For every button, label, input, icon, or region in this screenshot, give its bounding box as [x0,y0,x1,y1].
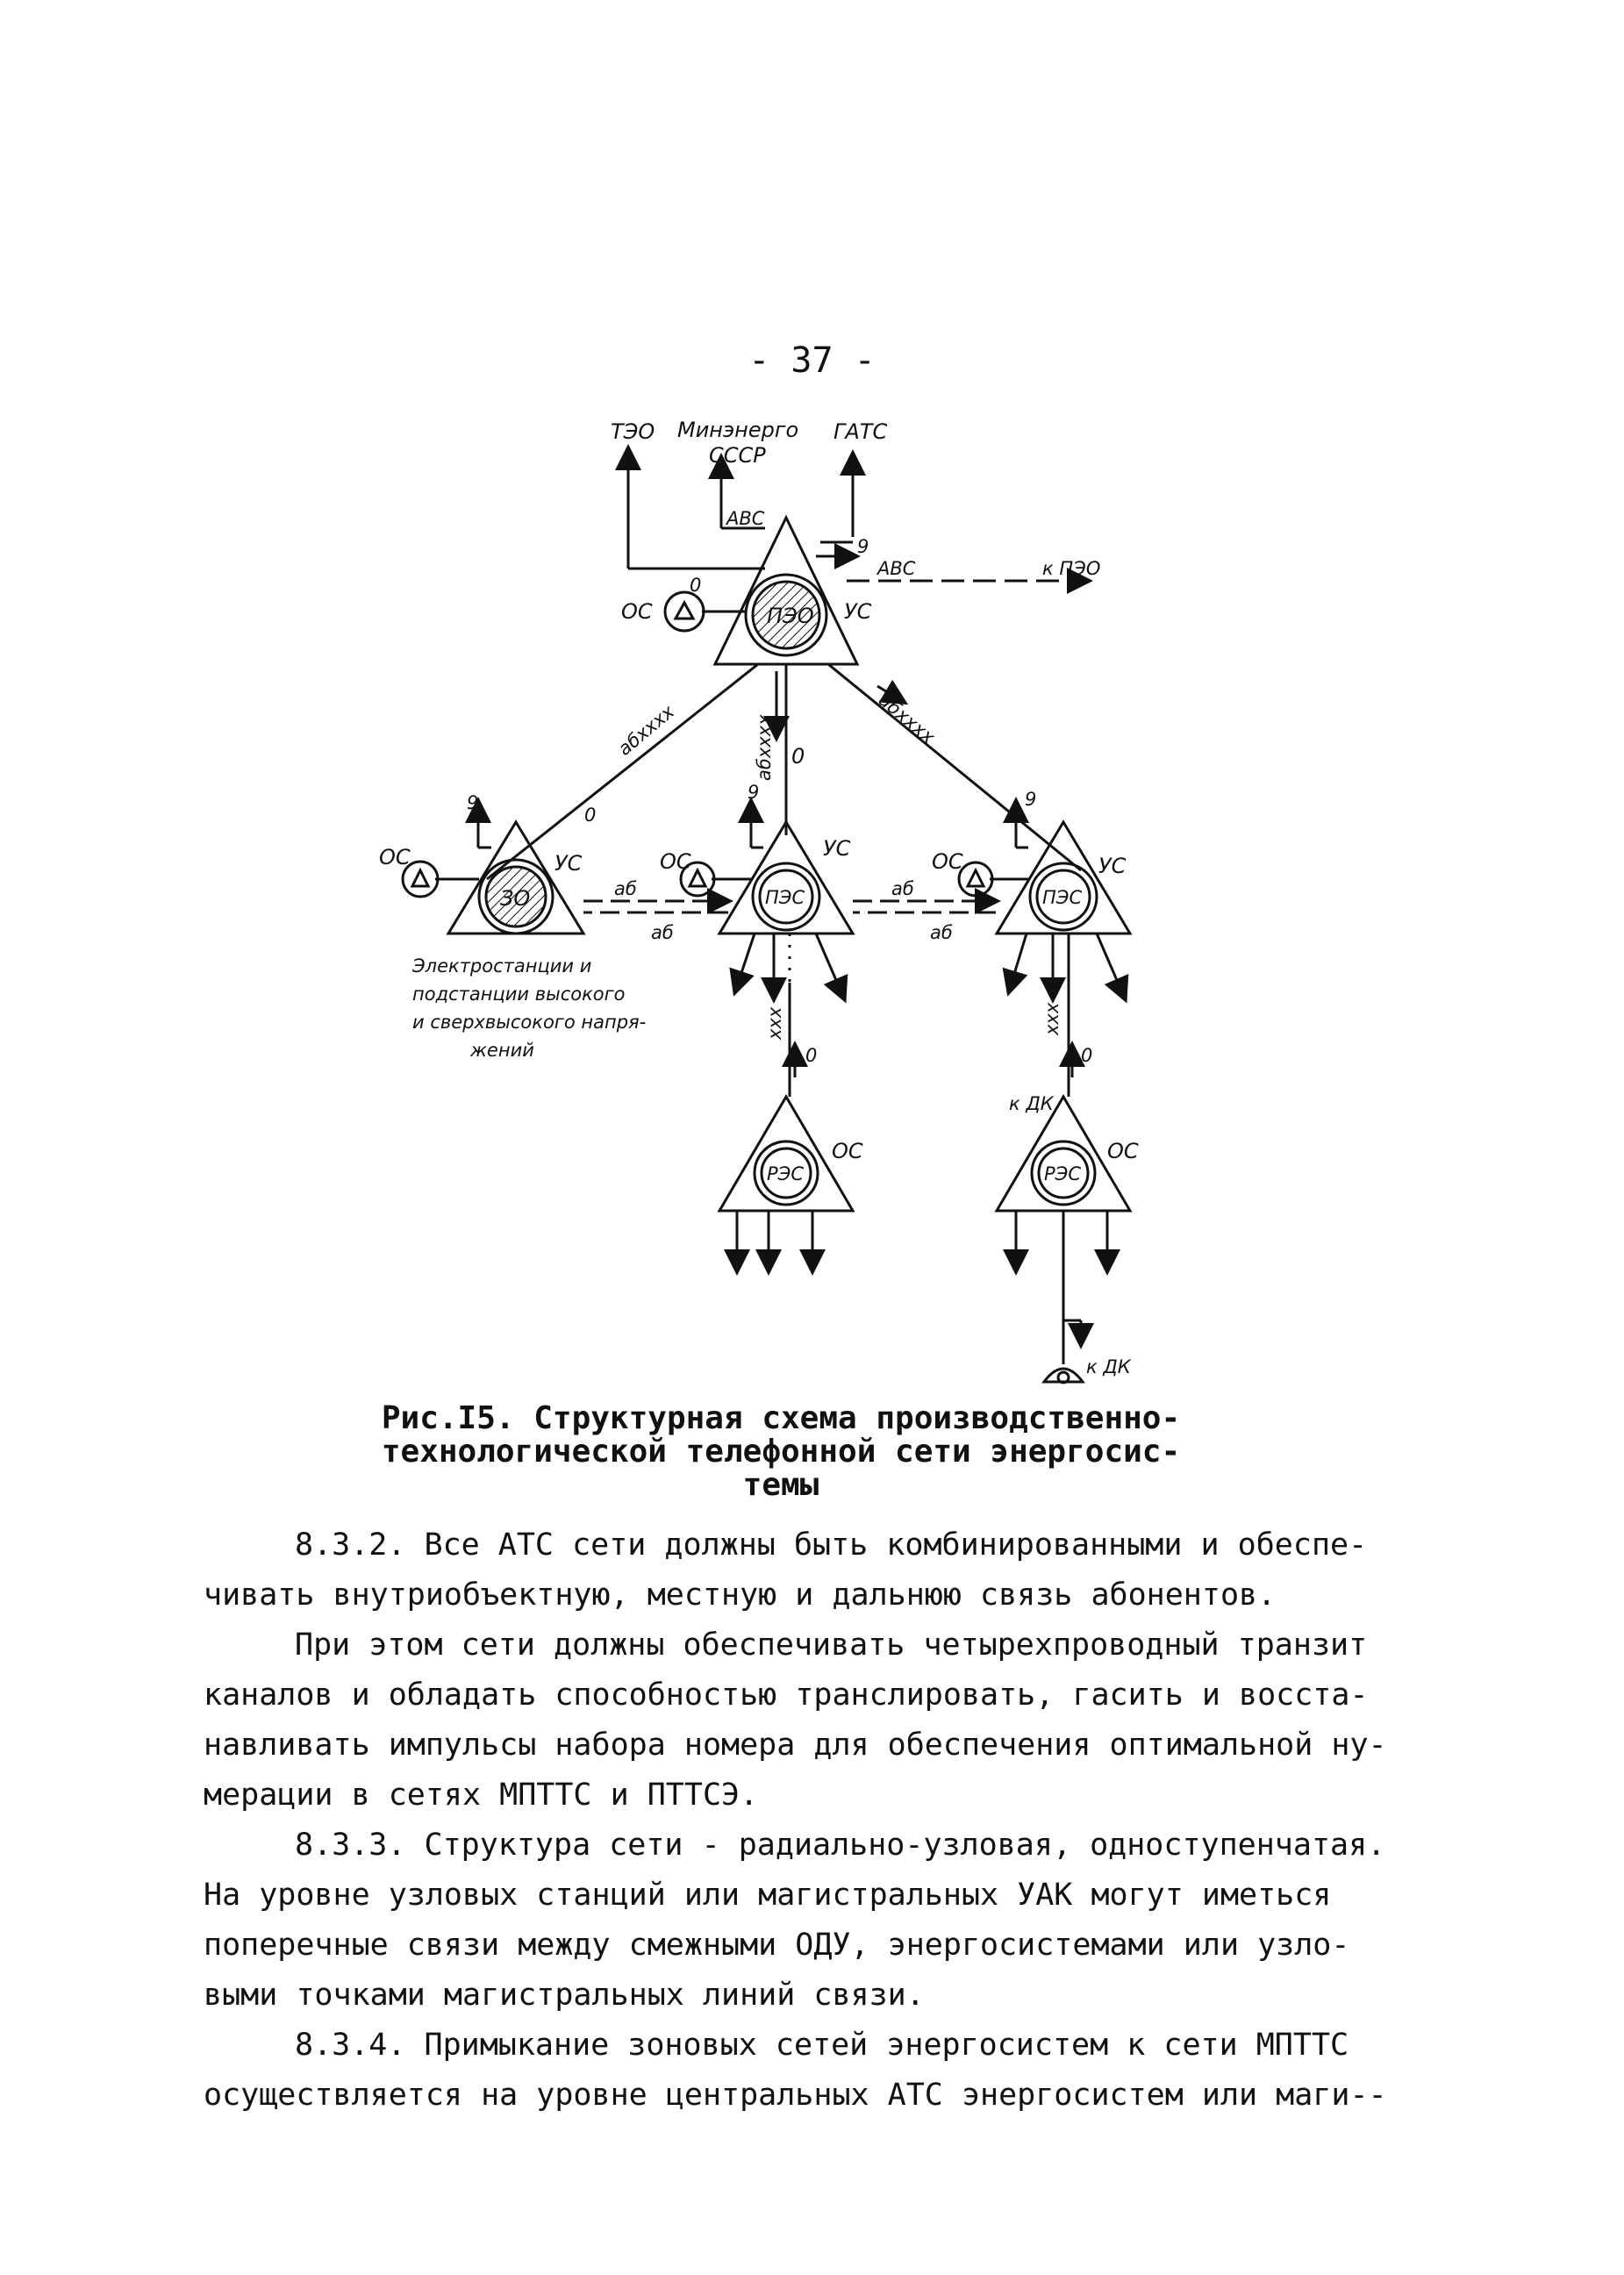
text-line: На уровне узловых станций или магистральных УАК могут иметься [204,1878,1332,1913]
label-xxx-right: ххх [1041,1002,1062,1035]
text-line: 8.3.2. Все АТС сети должны быть комбинированными и обеспе- [295,1527,1368,1563]
label-ab-l2: аб [651,922,674,943]
label-xxx-mid: ххх [764,1006,785,1040]
label-avs-right: АВС [877,558,916,579]
label-zero-res-mid: 0 [805,1045,818,1066]
paragraph-8-3-3 [204,1821,1449,1871]
label-os-top: ОС [621,599,653,624]
label-zero-top: 0 [690,575,702,596]
label-nine-right: 9 [1025,789,1037,810]
label-us-right: УС [1098,854,1127,878]
paragraph-8-3-4 [204,2021,1449,2071]
label-us-mid: УС [823,836,851,861]
text-line: При этом сети должны обеспечивать четырехпроводный транзит [295,1628,1368,1663]
paragraph-transit [204,1620,1449,1670]
label-ab-r1: аб [891,878,914,899]
label-ab-mid: абхххх [754,714,775,781]
label-zero-res-right: 0 [1081,1045,1093,1066]
paragraph-8-3-2 [204,1520,1449,1570]
label-os-right: ОС [932,849,963,874]
label-minenergo-2: СССР [709,443,766,468]
body-text [204,1520,1449,2121]
label-ab-right: абхххх [874,689,940,748]
note-line-3: и сверхвысокого напря- [412,1012,647,1033]
label-nine-top: 9 [857,536,869,557]
text-line: 8.3.3. Структура сети - радиально-узловая, одноступенчатая. [295,1828,1386,1863]
page-number: - 37 - [748,340,876,381]
text-line: чивать внутриобъектную, местную и дальнюю связь абонентов. [204,1577,1277,1613]
caption-line: технологической телефонной сети энергосис- [381,1434,1181,1470]
text-line: каналов и обладать способностью транслировать, гасить и восста- [204,1678,1369,1713]
label-gats: ГАТС [833,419,888,444]
figure-caption [351,1402,1211,1502]
text-line: навливать импульсы набора номера для обеспечения оптимальной ну- [204,1728,1387,1763]
text-line: выми точками магистральных линий связи. [204,1978,925,2013]
label-os-res-right: ОС [1107,1139,1139,1163]
label-nine-left: 9 [467,792,479,813]
note-line-2: подстанции высокого [412,984,626,1005]
label-us-left: УС [554,851,583,876]
label-os-res-mid: ОС [832,1139,863,1163]
label-peo: ПЭО [767,604,814,628]
label-teo: ТЭО [611,419,655,444]
text-line: 8.3.4. Примыкание зоновых сетей энергосистем к сети МПТТС [295,2028,1349,2063]
label-res-mid: РЭС [767,1163,804,1184]
label-zero-mid: 0 [791,744,805,769]
label-pes-mid: ПЭС [765,887,805,908]
label-ab-r2: аб [930,922,953,943]
label-ab-left: абхххх [613,700,679,760]
text-line: мерации в сетях МПТТС и ПТТСЭ. [204,1778,759,1813]
label-avs-top: АВС [726,508,765,529]
label-minenergo-1: Минэнерго [677,418,799,442]
label-us-top: УС [844,599,872,624]
label-ab-l1: аб [614,878,637,899]
label-zo: ЗО [500,886,531,911]
caption-line: темы [742,1467,819,1503]
label-nine-mid: 9 [748,782,760,803]
label-pes-right: ПЭС [1042,887,1083,908]
label-os-left: ОС [379,845,411,869]
caption-line: Рис.I5. Структурная схема производственно- [381,1400,1181,1436]
label-k-peo: к ПЭО [1042,558,1101,579]
text-line: осуществляется на уровне центральных АТС энергосистем или маги-- [204,2078,1387,2113]
label-zero-left: 0 [584,805,597,826]
note-line-1: Электростанции и [412,955,592,977]
label-k-dk-1: к ДК [1009,1093,1054,1114]
label-k-dk-2: к ДК [1086,1356,1131,1377]
label-res-right: РЭС [1044,1163,1081,1184]
label-os-mid: ОС [660,849,691,874]
note-line-4: жений [470,1040,534,1061]
text-line: поперечные связи между смежными ОДУ, энергосистемами или узло- [204,1928,1350,1963]
